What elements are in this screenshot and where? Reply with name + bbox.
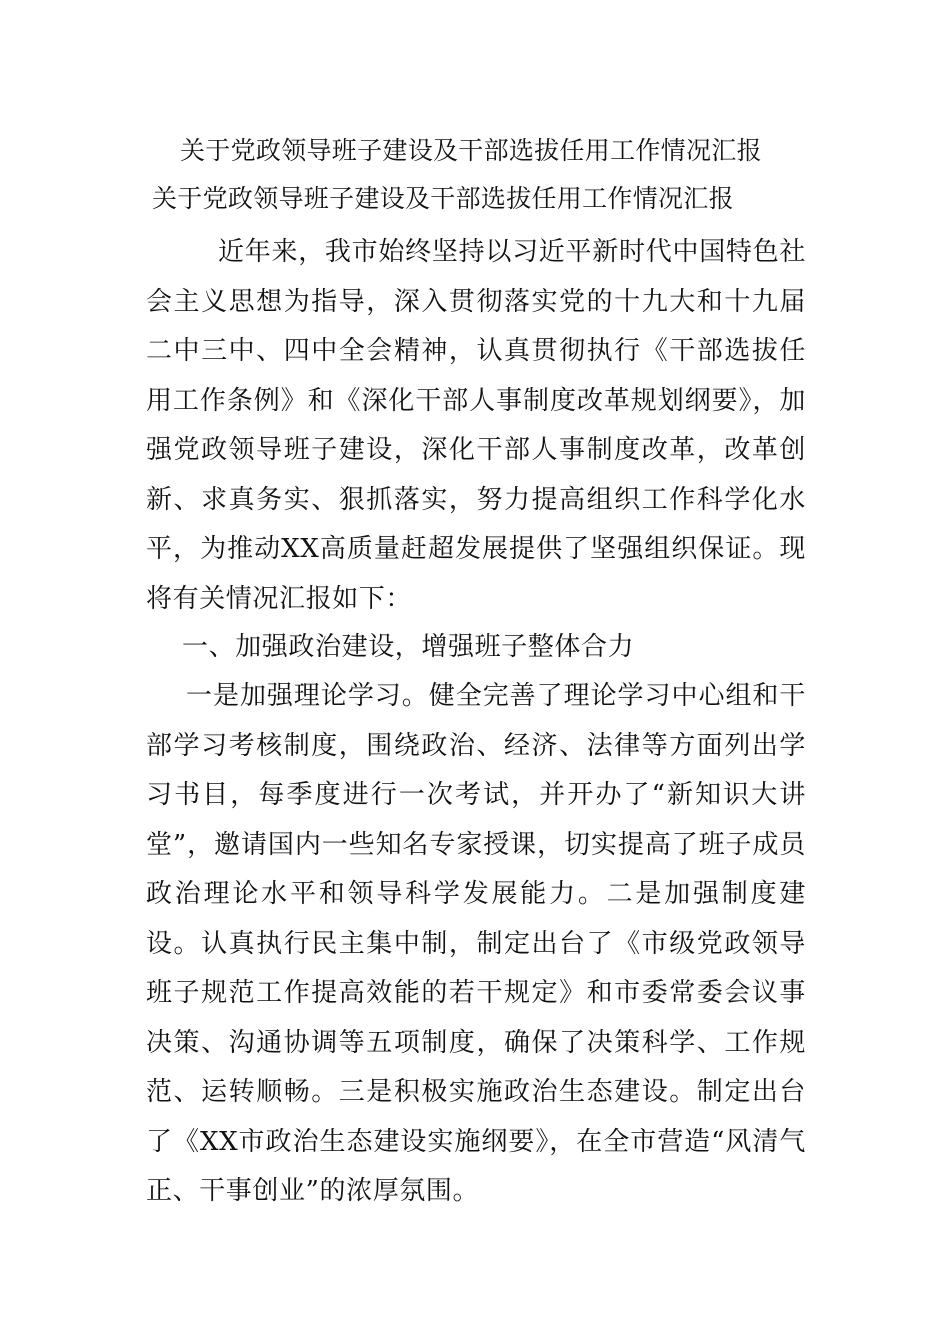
document-title-line-1: 关于党政领导班子建设及干部选拔任用工作情况汇报 — [180, 136, 762, 165]
section-paragraph-1: 一是加强理论学习。健全完善了理论学习中心组和干部学习考核制度，围绕政治、经济、法律等方面列出学习书目，每季度进行一次考试，并开办了“新知识大讲堂”，邀请国内一些知名专家授课，切实提高了班子成员政治理论水平和领导科学发展能力。二是加强制度建设。认真执行民主集中制，制定出台了《市级党政领导班子规范工作提高效能的若干规定》和市委常委会议事决策、沟通协调等五项制度，确保了决策科学、工作规范、运转顺畅。三是积极实施政治生态建设。制定出台了《XX市政治生态建设实施纲要》，在全市营造“风清气正、干事创业”的浓厚氛围。 — [146, 681, 806, 1206]
section-heading-1: 一、加强政治建设，增强班子整体合力 — [182, 632, 635, 662]
intro-paragraph: 近年来，我市始终坚持以习近平新时代中国特色社会主义思想为指导，深入贯彻落实党的十九大和十九届二中三中、四中全会精神，认真贯彻执行《干部选拔任用工作条例》和《深化干部人事制度改革规划纲要》，加强党政领导班子建设，深化干部人事制度改革，改革创新、求真务实、狠抓落实，努力提高组织工作科学化水平，为推动XX高质量赶超发展提供了坚强组织保证。现将有关情况汇报如下： — [146, 237, 806, 614]
document-title-line-2: 关于党政领导班子建设及干部选拔任用工作情况汇报 — [152, 184, 734, 213]
